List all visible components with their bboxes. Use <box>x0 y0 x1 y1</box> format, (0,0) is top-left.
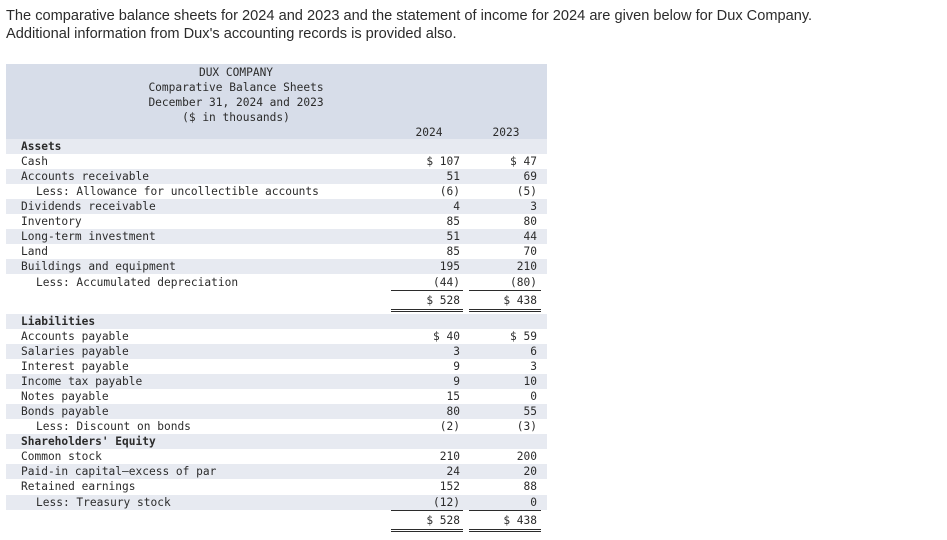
table-row <box>6 259 547 274</box>
table-row <box>6 214 547 229</box>
table-row <box>6 344 547 359</box>
row-label: Salaries payable <box>21 345 129 358</box>
row-label: Less: Allowance for uncollectible accounts <box>36 185 319 198</box>
row-label: Long-term investment <box>21 230 156 243</box>
total-rule-2024 <box>391 309 463 310</box>
table-row <box>6 329 547 344</box>
row-label: Interest payable <box>21 360 129 373</box>
value-2023: 70 <box>523 245 537 258</box>
value-2023: (5) <box>516 185 537 198</box>
value-2024: 51 <box>446 230 460 243</box>
value-2023: 6 <box>530 345 537 358</box>
table-row <box>6 359 547 374</box>
value-2024: (6) <box>439 185 460 198</box>
statement-title: Comparative Balance Sheets <box>148 81 324 94</box>
value-2024: 152 <box>439 480 460 493</box>
value-2023: 80 <box>523 215 537 228</box>
total-liabilities-equity-2023: $ 438 <box>503 514 537 527</box>
row-label: Accounts receivable <box>21 170 149 183</box>
table-row <box>6 464 547 479</box>
value-2024: 9 <box>453 360 460 373</box>
row-label: Less: Treasury stock <box>36 496 171 509</box>
value-2023: $ 59 <box>510 330 537 343</box>
value-2023: 88 <box>523 480 537 493</box>
value-2024: $ 40 <box>433 330 460 343</box>
table-row <box>6 389 547 404</box>
row-label: Less: Accumulated depreciation <box>36 276 239 289</box>
value-2024: (44) <box>433 276 460 289</box>
company-name: DUX COMPANY <box>198 66 274 79</box>
value-2023: 0 <box>530 496 537 509</box>
value-2024: 210 <box>439 450 460 463</box>
total-assets-2023: $ 438 <box>503 294 537 307</box>
total-rule-2023 <box>469 529 541 530</box>
value-2023: 210 <box>516 260 537 273</box>
total-double-rule-2023 <box>469 531 541 532</box>
row-label: Paid-in capital—excess of par <box>21 465 217 478</box>
row-label: Income tax payable <box>21 375 143 388</box>
value-2023: (3) <box>516 420 537 433</box>
value-2023: 0 <box>530 390 537 403</box>
table-row <box>6 479 547 494</box>
value-2024: 85 <box>446 215 460 228</box>
value-2024: $ 107 <box>426 155 460 168</box>
value-2024: 9 <box>453 375 460 388</box>
subtotal-rule-2023 <box>469 290 541 291</box>
row-label: Inventory <box>21 215 82 228</box>
value-2023: (80) <box>510 276 537 289</box>
row-label: Dividends receivable <box>21 200 156 213</box>
problem-intro <box>6 7 936 43</box>
liabilities-heading: Liabilities <box>21 315 96 328</box>
value-2024: 15 <box>446 390 460 403</box>
column-header-2023: 2023 <box>492 126 520 139</box>
subtotal-rule-2024 <box>391 510 463 511</box>
value-2023: $ 47 <box>510 155 537 168</box>
value-2024: (2) <box>439 420 460 433</box>
value-2024: 195 <box>439 260 460 273</box>
table-row <box>6 374 547 389</box>
value-2024: 24 <box>446 465 460 478</box>
statement-date: December 31, 2024 and 2023 <box>148 96 324 109</box>
row-label: Buildings and equipment <box>21 260 176 273</box>
total-liabilities-equity-2024: $ 528 <box>426 514 460 527</box>
value-2023: 69 <box>523 170 537 183</box>
section-heading-row <box>6 139 547 154</box>
table-row <box>6 199 547 214</box>
row-label: Cash <box>21 155 48 168</box>
row-label: Less: Discount on bonds <box>36 420 191 433</box>
row-label: Notes payable <box>21 390 109 403</box>
table-row <box>6 229 547 244</box>
row-label: Land <box>21 245 48 258</box>
value-2023: 20 <box>523 465 537 478</box>
row-label: Common stock <box>21 450 102 463</box>
table-row <box>6 404 547 419</box>
value-2023: 10 <box>523 375 537 388</box>
value-2023: 3 <box>530 360 537 373</box>
table-row <box>6 419 547 434</box>
table-row <box>6 169 547 184</box>
value-2023: 200 <box>516 450 537 463</box>
value-2024: 85 <box>446 245 460 258</box>
intro-line-2: Additional information from Dux's accounting records is provided also. <box>6 26 457 42</box>
total-double-rule-2024 <box>391 311 463 312</box>
table-row <box>6 244 547 259</box>
table-row <box>6 449 547 464</box>
subtotal-rule-2024 <box>391 290 463 291</box>
total-double-rule-2023 <box>469 311 541 312</box>
assets-heading: Assets <box>21 140 62 153</box>
row-label: Bonds payable <box>21 405 109 418</box>
total-assets-2024: $ 528 <box>426 294 460 307</box>
total-row <box>6 513 547 528</box>
value-2024: 3 <box>453 345 460 358</box>
value-2024: (12) <box>433 496 460 509</box>
equity-heading: Shareholders' Equity <box>21 435 156 448</box>
section-heading-row <box>6 434 547 449</box>
total-rule-2024 <box>391 529 463 530</box>
value-2023: 55 <box>523 405 537 418</box>
total-row <box>6 293 547 308</box>
units-note: ($ in thousands) <box>182 111 290 124</box>
value-2024: 80 <box>446 405 460 418</box>
section-heading-row <box>6 314 547 329</box>
balance-sheet-table <box>6 64 547 534</box>
table-row <box>6 184 547 199</box>
table-row <box>6 275 547 290</box>
value-2024: 51 <box>446 170 460 183</box>
row-label: Retained earnings <box>21 480 136 493</box>
intro-line-1: The comparative balance sheets for 2024 and 2023 and the statement of income for 2024 are given below for Dux Company. <box>6 8 813 24</box>
table-row <box>6 495 547 510</box>
value-2024: 4 <box>453 200 460 213</box>
subtotal-rule-2023 <box>469 510 541 511</box>
column-header-2024: 2024 <box>415 126 443 139</box>
table-row <box>6 154 547 169</box>
value-2023: 3 <box>530 200 537 213</box>
value-2023: 44 <box>523 230 537 243</box>
total-double-rule-2024 <box>391 531 463 532</box>
row-label: Accounts payable <box>21 330 129 343</box>
total-rule-2023 <box>469 309 541 310</box>
